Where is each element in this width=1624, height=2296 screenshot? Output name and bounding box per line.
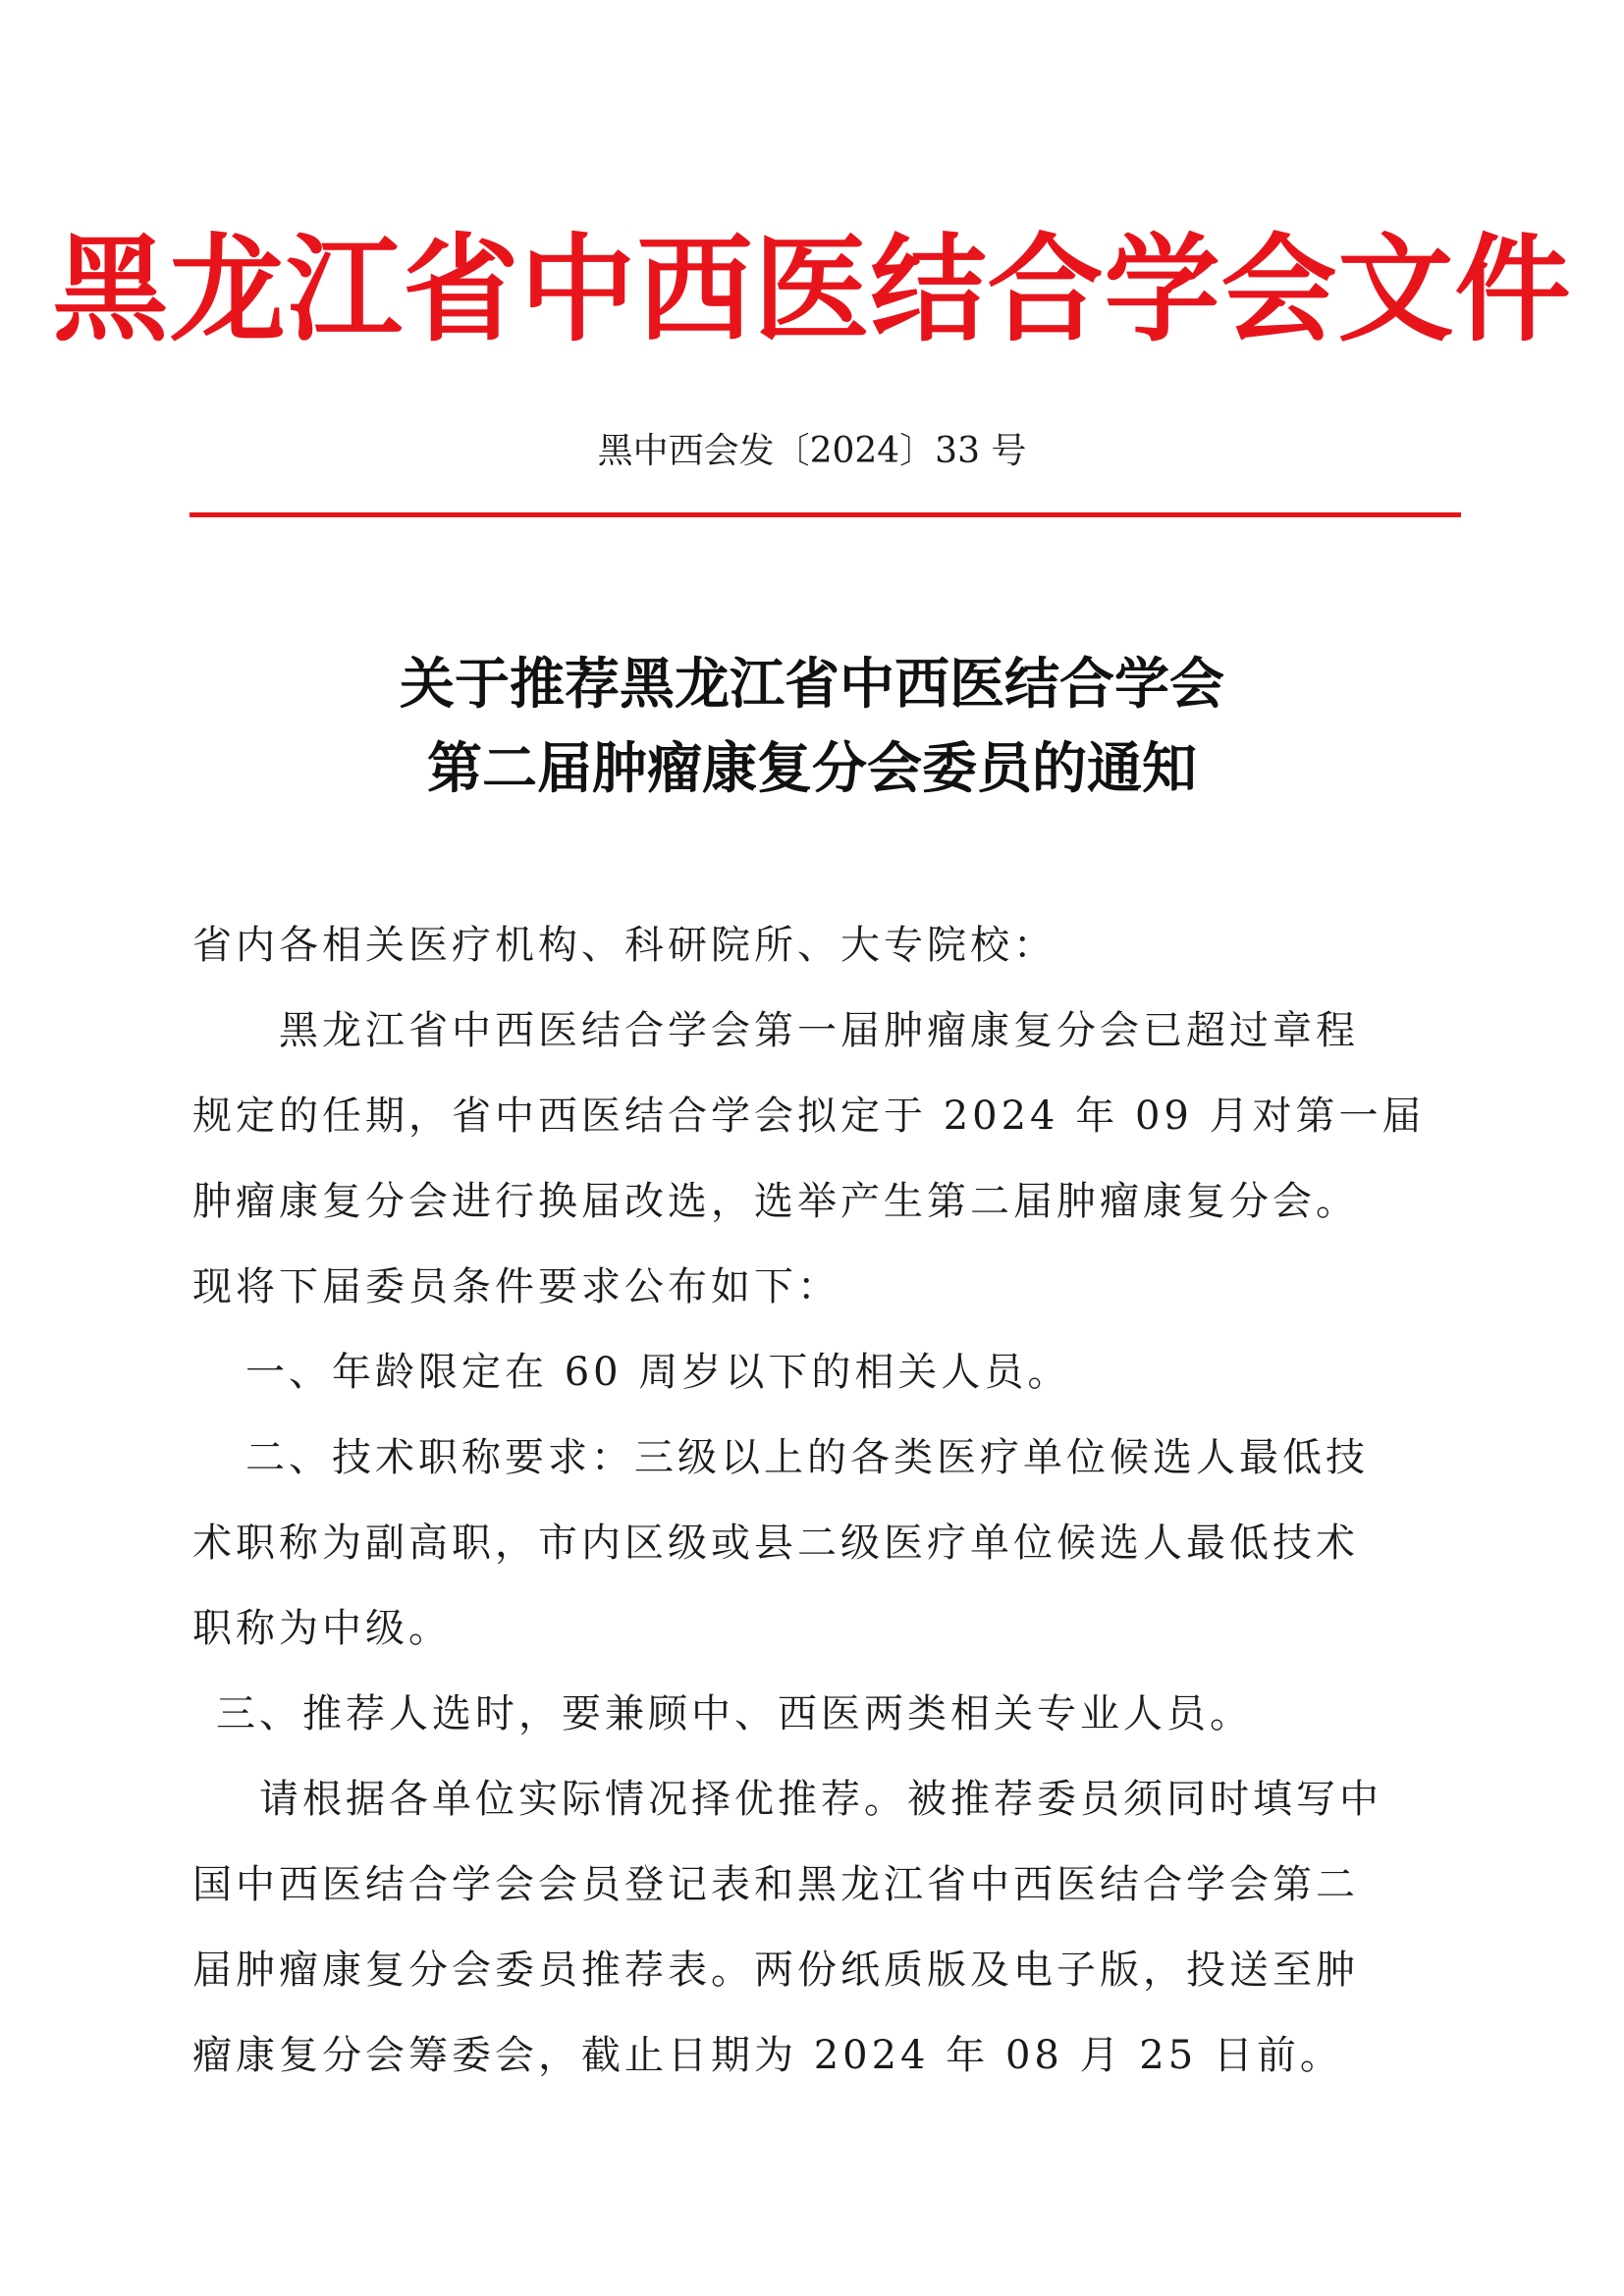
paragraph-2-line-3: 届肿瘤康复分会委员推荐表。两份纸质版及电子版，投送至肿 (192, 1948, 1359, 1993)
paragraph-1-line-4: 现将下届委员条件要求公布如下： (192, 1264, 840, 1309)
requirement-item-2-line-1: 二、技术职称要求：三级以上的各类医疗单位候选人最低技 (245, 1435, 1369, 1480)
paragraph-2-line-4: 瘤康复分会筹委会，截止日期为 2024 年 08 月 25 日前。 (192, 2033, 1343, 2078)
salutation: 省内各相关医疗机构、科研院所、大专院校： (192, 923, 1056, 968)
document-header-title: 黑龙江省中西医结合学会文件 (52, 221, 1572, 357)
requirement-item-1: 一、年龄限定在 60 周岁以下的相关人员。 (245, 1350, 1071, 1395)
paragraph-2-line-1: 请根据各单位实际情况择优推荐。被推荐委员须同时填写中 (259, 1777, 1382, 1822)
paragraph-1-line-2: 规定的任期，省中西医结合学会拟定于 2024 年 09 月对第一届 (192, 1094, 1426, 1139)
notice-body (192, 903, 1426, 2099)
notice-title-line-1: 关于推荐黑龙江省中西医结合学会 (400, 653, 1224, 717)
requirement-item-2-line-2: 术职称为副高职，市内区级或县二级医疗单位候选人最低技术 (192, 1521, 1359, 1566)
requirement-item-3: 三、推荐人选时，要兼顾中、西医两类相关专业人员。 (216, 1691, 1253, 1736)
paragraph-2-line-2: 国中西医结合学会会员登记表和黑龙江省中西医结合学会第二 (192, 1862, 1359, 1907)
document-number: 黑中西会发〔2024〕33 号 (597, 431, 1027, 471)
notice-title (0, 643, 1624, 812)
paragraph-1-line-1: 黑龙江省中西医结合学会第一届肿瘤康复分会已超过章程 (279, 1008, 1359, 1053)
header-divider-rule (189, 512, 1461, 517)
notice-title-line-2: 第二届肿瘤康复分会委员的通知 (427, 737, 1197, 801)
paragraph-1-line-3: 肿瘤康复分会进行换届改选，选举产生第二届肿瘤康复分会。 (192, 1179, 1359, 1224)
requirement-item-2-line-3: 职称为中级。 (192, 1606, 452, 1651)
